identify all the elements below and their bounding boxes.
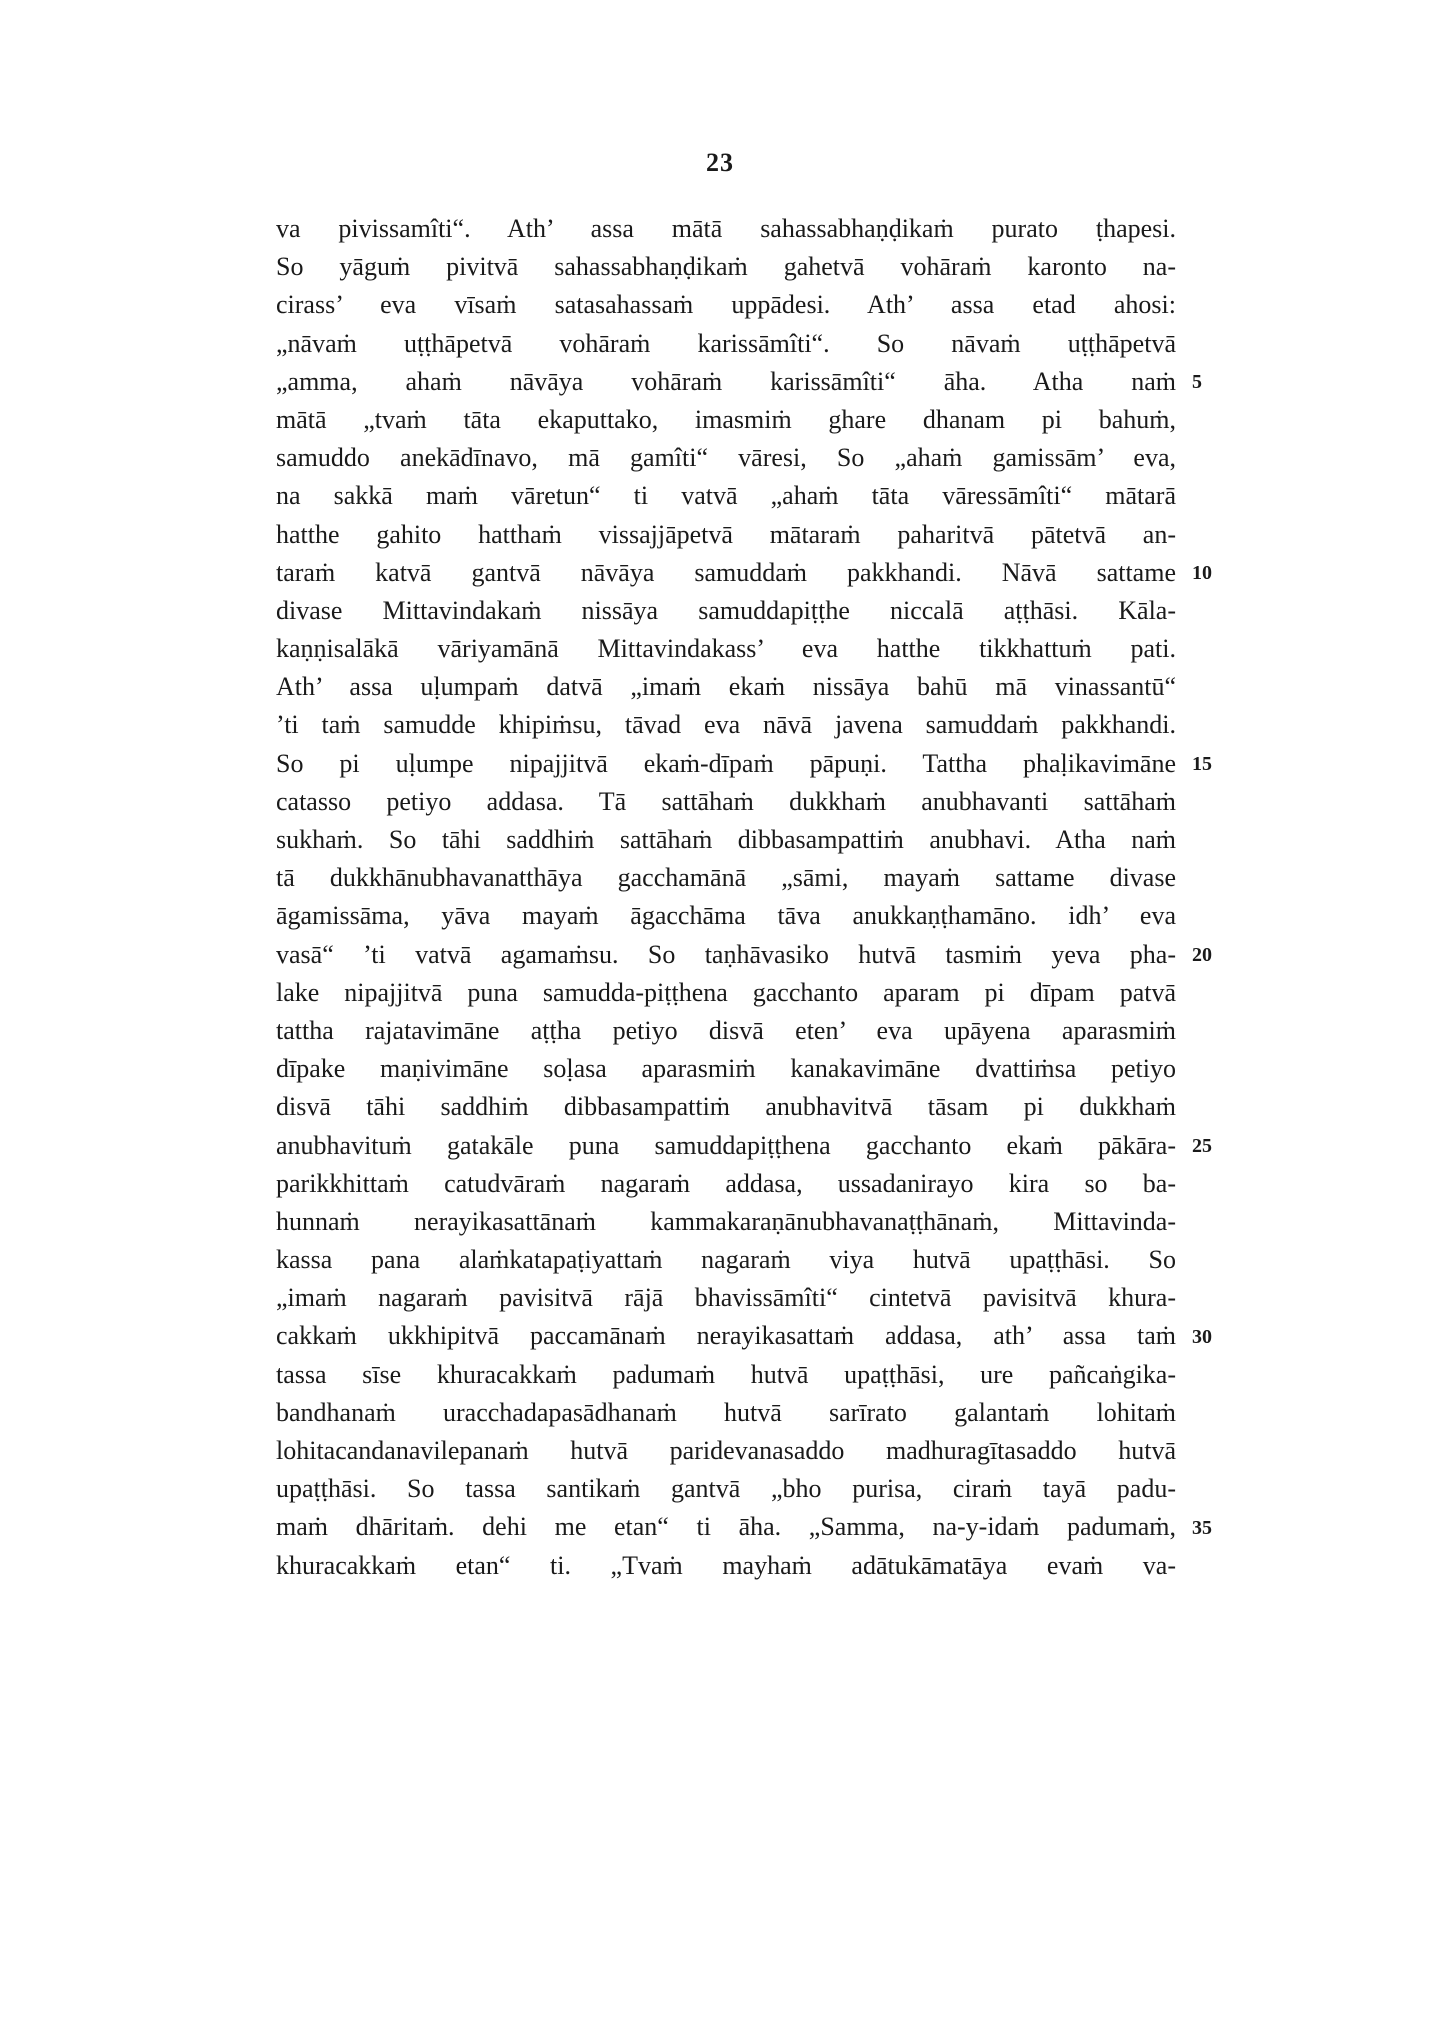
text-line: kassa pana alaṁkatapaṭiyattaṁ nagaraṁ viya hutvā upaṭṭhāsi. So bbox=[276, 1245, 1176, 1275]
text-line: vasā“ ’ti vatvā agamaṁsu. So taṇhāvasiko hutvā tasmiṁ yeva pha- bbox=[276, 939, 1176, 969]
text-line: hatthe gahito hatthaṁ vissajjāpetvā mātaraṁ paharitvā pātetvā an- bbox=[276, 519, 1176, 549]
text-line: va pivissamîti“. Ath’ assa mātā sahassabhaṇḍikaṁ purato ṭhapesi. bbox=[276, 214, 1176, 243]
text-line: cirass’ eva vīsaṁ satasahassaṁ uppādesi. Ath’ assa etad ahosi: bbox=[276, 290, 1176, 320]
text-line: „imaṁ nagaraṁ pavisitvā rājā bhavissāmîti“ cintetvā pavisitvā khura- bbox=[276, 1283, 1176, 1313]
text-line: lake nipajjitvā puna samudda-piṭṭhena gacchanto aparam pi dīpam patvā bbox=[276, 977, 1176, 1007]
text-line: na sakkā maṁ vāretun“ ti vatvā „ahaṁ tāta vāressāmîti“ mātarā bbox=[276, 481, 1176, 511]
text-line: So pi uḷumpe nipajjitvā ekaṁ-dīpaṁ pāpuṇi. Tattha phaḷikavimāne bbox=[276, 748, 1176, 778]
text-line: kaṇṇisalākā vāriyamānā Mittavindakass’ eva hatthe tikkhattuṁ pati. bbox=[276, 634, 1176, 664]
text-line: taraṁ katvā gantvā nāvāya samuddaṁ pakkhandi. Nāvā sattame bbox=[276, 557, 1176, 587]
line-number: 25 bbox=[1192, 1134, 1212, 1157]
text-line: lohitacandanavilepanaṁ hutvā paridevanasaddo madhuragītasaddo hutvā bbox=[276, 1436, 1176, 1465]
text-line: „amma, ahaṁ nāvāya vohāraṁ karissāmîti“ āha. Atha naṁ bbox=[276, 366, 1176, 396]
text-line: maṁ dhāritaṁ. dehi me etan“ ti āha. „Samma, na-y-idaṁ padumaṁ, bbox=[276, 1512, 1176, 1542]
line-number: 5 bbox=[1192, 370, 1202, 393]
text-line: āgamissāma, yāva mayaṁ āgacchāma tāva anukkaṇṭhamāno. idh’ eva bbox=[276, 901, 1176, 931]
text-line: Ath’ assa uḷumpaṁ datvā „imaṁ ekaṁ nissāya bahū mā vinassantū“ bbox=[276, 672, 1176, 702]
text-line: khuracakkaṁ etan“ ti. „Tvaṁ mayhaṁ adātukāmatāya evaṁ va- bbox=[276, 1550, 1176, 1580]
text-line: tattha rajatavimāne aṭṭha petiyo disvā eten’ eva upāyena aparasmiṁ bbox=[276, 1015, 1176, 1045]
text-line: samuddo anekādīnavo, mā gamîti“ vāresi, So „ahaṁ gamissām’ eva, bbox=[276, 443, 1176, 473]
text-line: dīpake maṇivimāne soḷasa aparasmiṁ kanakavimāne dvattiṁsa petiyo bbox=[276, 1054, 1176, 1084]
text-line: „nāvaṁ uṭṭhāpetvā vohāraṁ karissāmîti“. So nāvaṁ uṭṭhāpetvā bbox=[276, 328, 1176, 358]
text-line: parikkhittaṁ catudvāraṁ nagaraṁ addasa, ussadanirayo kira so ba- bbox=[276, 1168, 1176, 1198]
text-line: hunnaṁ nerayikasattānaṁ kammakaraṇānubhavanaṭṭhānaṁ, Mittavinda- bbox=[276, 1206, 1176, 1236]
text-line: bandhanaṁ uracchadapasādhanaṁ hutvā sarīrato galantaṁ lohitaṁ bbox=[276, 1397, 1176, 1427]
line-number: 20 bbox=[1192, 943, 1212, 966]
line-number: 10 bbox=[1192, 561, 1212, 584]
line-number: 35 bbox=[1192, 1516, 1212, 1539]
line-number: 15 bbox=[1192, 752, 1212, 775]
text-line: disvā tāhi saddhiṁ dibbasampattiṁ anubhavitvā tāsam pi dukkhaṁ bbox=[276, 1092, 1176, 1122]
page-number: 23 bbox=[706, 148, 734, 177]
text-line: cakkaṁ ukkhipitvā paccamānaṁ nerayikasattaṁ addasa, ath’ assa taṁ bbox=[276, 1321, 1176, 1351]
body-text bbox=[276, 210, 1176, 1585]
text-line: catasso petiyo addasa. Tā sattāhaṁ dukkhaṁ anubhavanti sattāhaṁ bbox=[276, 786, 1176, 816]
text-line: sukhaṁ. So tāhi saddhiṁ sattāhaṁ dibbasampattiṁ anubhavi. Atha naṁ bbox=[276, 825, 1176, 854]
text-line: So yāguṁ pivitvā sahassabhaṇḍikaṁ gahetvā vohāraṁ karonto na- bbox=[276, 252, 1176, 282]
text-line: tā dukkhānubhavanatthāya gacchamānā „sāmi, mayaṁ sattame divase bbox=[276, 863, 1176, 893]
text-line: anubhavituṁ gatakāle puna samuddapiṭṭhena gacchanto ekaṁ pākāra- bbox=[276, 1130, 1176, 1160]
line-number: 30 bbox=[1192, 1325, 1212, 1348]
text-line: tassa sīse khuracakkaṁ padumaṁ hutvā upaṭṭhāsi, ure pañcaṅgika- bbox=[276, 1359, 1176, 1389]
text-line: ’ti taṁ samudde khipiṁsu, tāvad eva nāvā javena samuddaṁ pakkhandi. bbox=[276, 710, 1176, 740]
text-line: mātā „tvaṁ tāta ekaputtako, imasmiṁ ghare dhanam pi bahuṁ, bbox=[276, 404, 1176, 434]
text-line: upaṭṭhāsi. So tassa santikaṁ gantvā „bho purisa, ciraṁ tayā padu- bbox=[276, 1474, 1176, 1504]
text-line: divase Mittavindakaṁ nissāya samuddapiṭṭhe niccalā aṭṭhāsi. Kāla- bbox=[276, 595, 1176, 625]
